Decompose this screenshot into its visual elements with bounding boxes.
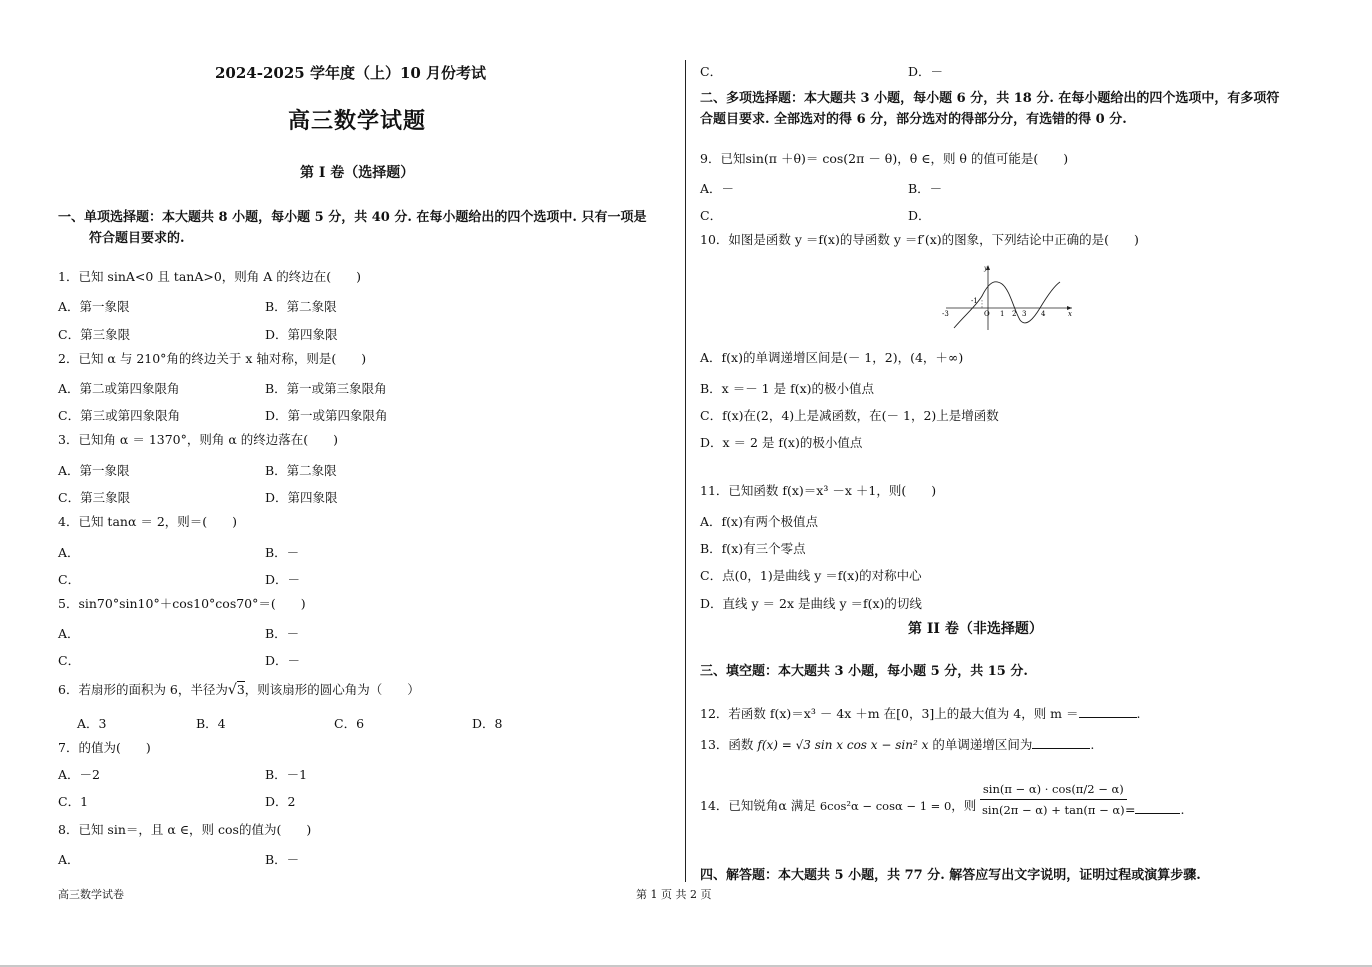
q3-option-d: D．第四象限 xyxy=(265,490,338,505)
question-5: 5．sin70°sin10°＋cos10°cos70°＝( ) xyxy=(58,596,306,611)
q12-period: . xyxy=(1136,706,1141,721)
q1-option-b: B．第二象限 xyxy=(265,299,337,314)
q4-option-c: C． xyxy=(58,572,81,587)
graph-x-label: x xyxy=(1068,310,1072,318)
q9-option-c: C． xyxy=(700,208,723,223)
q5-option-d: D．－ xyxy=(265,653,301,668)
q8-option-a: A． xyxy=(58,852,80,867)
q6-radicand: 3 xyxy=(236,682,245,697)
graph-tick-4: 4 xyxy=(1041,310,1046,318)
q14-fraction xyxy=(980,782,1127,817)
question-11: 11．已知函数 f(x)＝x³ －x ＋1，则( ) xyxy=(700,483,937,498)
sqrt-symbol: √ xyxy=(227,682,237,698)
question-12 xyxy=(700,704,1141,722)
footer-left: 高三数学试卷 xyxy=(58,888,124,901)
q7-option-a: A．－2 xyxy=(58,767,100,782)
section2-heading-cont: 合题目要求. 全部选对的得 6 分，部分选对的得部分分，有选错的得 0 分. xyxy=(700,112,1127,127)
question-6 xyxy=(58,680,420,698)
q6-option-b: B．4 xyxy=(196,716,226,731)
subject-title: 高三数学试题 xyxy=(288,108,427,134)
q13-text-post: 的单调递增区间为 xyxy=(932,737,1033,752)
q7-option-c: C．1 xyxy=(58,794,89,809)
section4-heading: 四、解答题：本大题共 5 小题，共 77 分. 解答应写出文字说明，证明过程或演算步骤. xyxy=(700,868,1201,883)
q8-option-b: B．－ xyxy=(265,852,300,867)
q7-option-d: D．2 xyxy=(265,794,296,809)
q14-text-pre: 14．已知锐角α 满足 xyxy=(700,798,816,813)
q11-option-d: D．直线 y ＝ 2x 是曲线 y ＝f(x)的切线 xyxy=(700,596,922,611)
q14-denominator: sin(2π − α) + tan(π − α) xyxy=(982,803,1125,817)
derivative-graph xyxy=(938,262,1078,332)
question-9: 9．已知sin(π ＋θ)＝ cos(2π － θ)，θ ∈，则 θ 的值可能是( ) xyxy=(700,151,1069,166)
graph-tick-2: 2 xyxy=(1012,310,1017,318)
q14-numerator: sin(π − α) · cos(π/2 − α) xyxy=(982,782,1124,796)
q11-option-c: C．点(0，1)是曲线 y ＝f(x)的对称中心 xyxy=(700,568,922,583)
q6-text-pre: 6．若扇形的面积为 6，半径为 xyxy=(58,682,228,697)
q6-option-d: D．8 xyxy=(472,716,503,731)
q2-option-b: B．第一或第三象限角 xyxy=(265,381,387,396)
question-1: 1．已知 sinA<0 且 tanA>0，则角 A 的终边在( ) xyxy=(58,269,361,284)
question-7: 7．的值为( ) xyxy=(58,740,151,755)
q14-answer-area xyxy=(1125,801,1184,817)
question-2: 2．已知 α 与 210°角的终边关于 x 轴对称，则是( ) xyxy=(58,351,367,366)
q4-option-d: D．－ xyxy=(265,572,301,587)
q5-option-c: C． xyxy=(58,653,81,668)
question-10: 10．如图是函数 y ＝f(x)的导函数 y ＝f′(x)的图象，下列结论中正确的是( ) xyxy=(700,232,1139,247)
q3-option-b: B．第二象限 xyxy=(265,463,337,478)
q14-period: . xyxy=(1180,802,1185,817)
section2-heading: 二、多项选择题：本大题共 3 小题，每小题 6 分，共 18 分. 在每小题给出的四个选项中，有多项符 xyxy=(700,91,1280,106)
section1-heading-cont: 符合题目要求的. xyxy=(89,231,185,246)
q9-option-b: B．－ xyxy=(908,181,943,196)
graph-tick-neg1: -1 xyxy=(971,297,978,305)
q9-option-a: A．－ xyxy=(700,181,735,196)
q7-option-b: B．－1 xyxy=(265,767,308,782)
q2-option-a: A．第二或第四象限角 xyxy=(58,381,180,396)
q10-option-b: B．x ＝－ 1 是 f(x)的极小值点 xyxy=(700,381,875,396)
q3-option-a: A．第一象限 xyxy=(58,463,130,478)
section3-heading: 三、填空题：本大题共 3 小题，每小题 5 分，共 15 分. xyxy=(700,664,1028,679)
volume2-title: 第 II 卷（非选择题） xyxy=(908,621,1043,637)
q4-option-a: A． xyxy=(58,545,80,560)
q14-answer-blank[interactable] xyxy=(1135,801,1180,814)
q3-option-c: C．第三象限 xyxy=(58,490,131,505)
graph-y-label: y xyxy=(984,265,988,272)
q12-text: 12．若函数 f(x)＝x³ － 4x ＋m 在[0，3]上的最大值为 4，则 m ＝ xyxy=(700,706,1079,721)
question-14-lead xyxy=(700,796,976,814)
question-4: 4．已知 tanα ＝ 2，则＝( ) xyxy=(58,514,238,529)
q13-period: . xyxy=(1090,737,1095,752)
q13-formula: f(x) = √3 sin x cos x − sin² x xyxy=(757,738,929,752)
section1-heading: 一、单项选择题：本大题共 8 小题，每小题 5 分，共 40 分. 在每小题给出的四个选项中. 只有一项是 xyxy=(58,210,647,225)
q6-text-post: ，则该扇形的圆心角为（ ） xyxy=(244,682,420,697)
q9-option-d: D． xyxy=(908,208,931,223)
question-3: 3．已知角 α ＝ 1370°，则角 α 的终边落在( ) xyxy=(58,432,339,447)
column-divider xyxy=(685,60,686,882)
q1-option-d: D．第四象限 xyxy=(265,327,338,342)
q1-option-a: A．第一象限 xyxy=(58,299,130,314)
q14-equals: = xyxy=(1125,802,1136,817)
q2-option-d: D．第一或第四象限角 xyxy=(265,408,388,423)
footer-page-number: 第 1 页 共 2 页 xyxy=(636,888,712,901)
graph-tick-neg3: -3 xyxy=(942,310,949,318)
q13-text-pre: 13．函数 xyxy=(700,737,754,752)
exam-title: 2024-2025 学年度（上）10 月份考试 xyxy=(215,64,487,82)
q12-answer-blank[interactable] xyxy=(1079,705,1137,718)
q5-option-b: B．－ xyxy=(265,626,300,641)
q4-option-b: B．－ xyxy=(265,545,300,560)
question-13 xyxy=(700,735,1094,753)
q14-text-mid: ，则 xyxy=(951,798,977,813)
volume1-title: 第 I 卷（选择题） xyxy=(300,165,415,181)
q6-option-a: A．3 xyxy=(77,716,107,731)
q6-option-c: C．6 xyxy=(334,716,365,731)
q13-answer-blank[interactable] xyxy=(1032,736,1090,749)
q2-option-c: C．第三或第四象限角 xyxy=(58,408,181,423)
q8-option-d: D．－ xyxy=(908,64,944,79)
graph-tick-1: 1 xyxy=(1000,310,1005,318)
graph-origin-label: O xyxy=(984,310,990,318)
q10-option-d: D．x ＝ 2 是 f(x)的极小值点 xyxy=(700,435,863,450)
q10-option-a: A．f(x)的单调递增区间是(－ 1，2)，(4，＋∞) xyxy=(700,350,964,365)
graph-tick-3: 3 xyxy=(1022,310,1027,318)
q1-option-c: C．第三象限 xyxy=(58,327,131,342)
q11-option-a: A．f(x)有两个极值点 xyxy=(700,514,818,529)
q8-option-c: C． xyxy=(700,64,723,79)
q14-fraction-bar xyxy=(980,799,1127,800)
question-8: 8．已知 sin＝，且 α ∈，则 cos的值为( ) xyxy=(58,822,312,837)
q14-condition: 6cos²α − cosα − 1 = 0 xyxy=(819,799,952,813)
q10-option-c: C．f(x)在(2，4)上是减函数，在(－ 1，2)上是增函数 xyxy=(700,408,999,423)
q5-option-a: A． xyxy=(58,626,80,641)
derivative-curve xyxy=(954,282,1060,328)
q11-option-b: B．f(x)有三个零点 xyxy=(700,541,806,556)
